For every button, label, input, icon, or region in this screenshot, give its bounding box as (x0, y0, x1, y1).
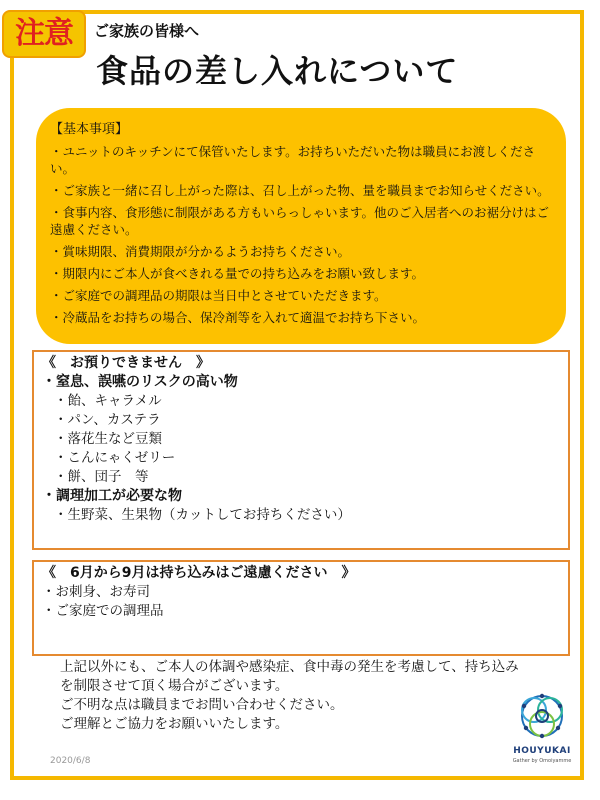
footer-paragraph: ご理解とご協力をお願いいたします。 (60, 716, 289, 732)
list-item: ・落花生など豆類 (54, 431, 162, 447)
logo-tagline: Gather by Omoiyamme (512, 758, 572, 764)
basic-rule: ・ユニットのキッチンにて保管いたします。お持ちいただいた物は職員にお渡しください。 (50, 144, 536, 176)
summer-restriction-heading: 《 6月から9月は持ち込みはご遠慮ください 》 (42, 565, 356, 581)
not-accepted-heading: 《 お預りできません 》 (42, 355, 210, 371)
list-item: ・ご家庭での調理品 (42, 603, 164, 619)
list-item: ・生野菜、生果物（カットしてお持ちください） (54, 507, 351, 523)
list-item: ・餅、団子 等 (54, 469, 149, 485)
basic-rule: ・期限内にご本人が食べきれる量での持ち込みをお願い致します。 (50, 266, 425, 281)
basic-rules-heading: 【基本事項】 (50, 122, 129, 137)
logo-name: HOUYUKAI (513, 746, 571, 756)
list-item: ・お刺身、お寿司 (42, 584, 150, 600)
basic-rule: ・賞味期限、消費期限が分かるようお持ちください。 (50, 244, 351, 259)
list-item: ・飴、キャラメル (54, 393, 162, 409)
caution-badge-text: 注意 (15, 16, 73, 51)
list-item: ・こんにゃくゼリー (54, 450, 176, 466)
footer-paragraph: 上記以外にも、ご本人の体調や感染症、食中毒の発生を考慮して、持ち込みを制限させて頂く場合がございます。 (60, 659, 519, 694)
basic-rule: ・食事内容、食形態に制限がある方もいらっしゃいます。他のご入居者へのお裾分けはご遠慮ください。 (50, 205, 550, 237)
logo-mark-icon (508, 688, 576, 746)
cooking-required-category: ・調理加工が必要な物 (42, 488, 182, 504)
footer-notes (60, 658, 520, 734)
basic-rule: ・ご家族と一緒に召し上がった際は、召し上がった物、量を職員までお知らせください。 (50, 183, 550, 198)
houyukai-logo (508, 688, 576, 772)
footer-paragraph: ご不明な点は職員までお問い合わせください。 (60, 697, 344, 713)
basic-rule: ・ご家庭での調理品の期限は当日中とさせていただきます。 (50, 288, 387, 303)
list-item: ・パン、カステラ (54, 412, 161, 428)
choking-risk-category: ・窒息、誤嚥のリスクの高い物 (42, 374, 238, 390)
not-accepted-box (32, 350, 570, 550)
audience-subtitle: ご家族の皆様へ (94, 22, 200, 40)
page-title: 食品の差し入れについて (96, 52, 459, 90)
caution-badge (4, 12, 84, 56)
summer-restriction-box (32, 560, 570, 656)
document-date: 2020/6/8 (50, 756, 91, 766)
basic-rules-panel (36, 108, 566, 344)
basic-rule: ・冷蔵品をお持ちの場合、保冷剤等を入れて適温でお持ち下さい。 (50, 310, 426, 325)
